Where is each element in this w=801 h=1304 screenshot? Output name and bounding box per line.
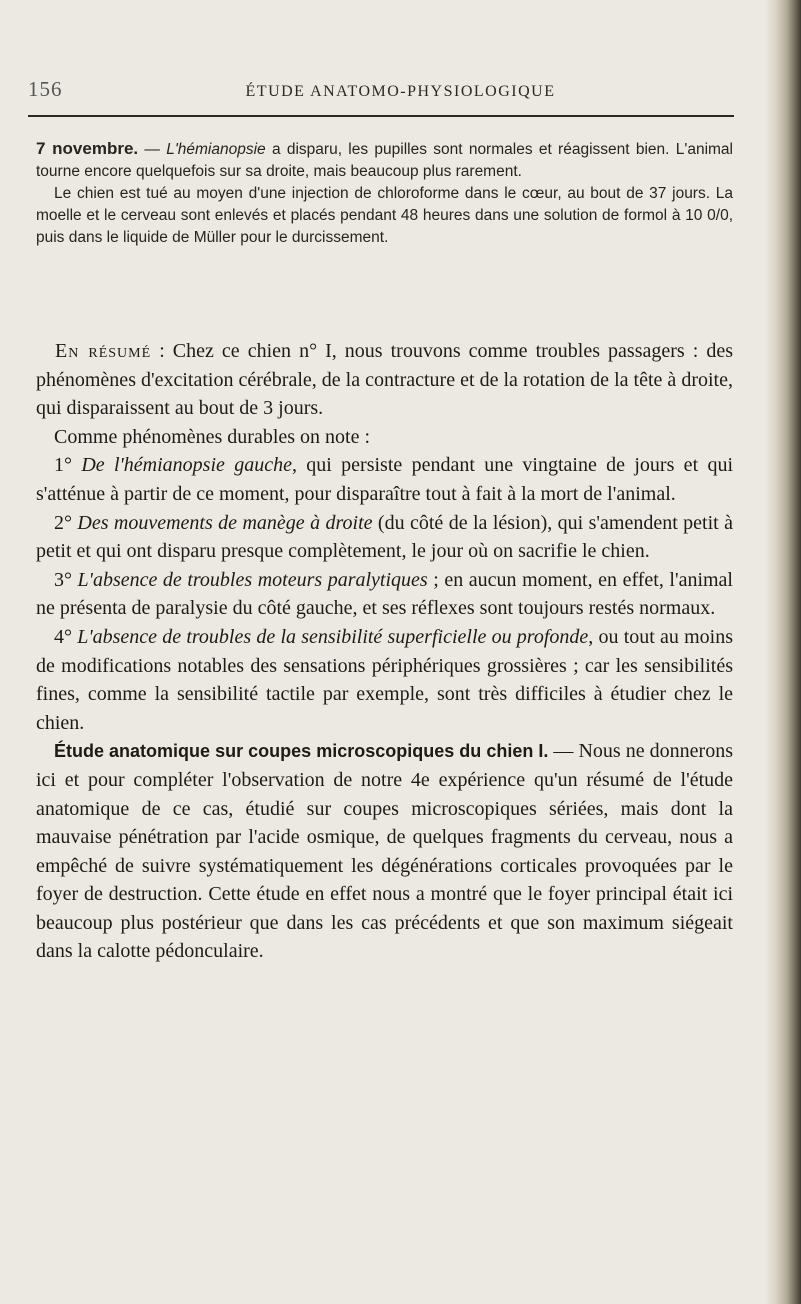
page-edge-shadow (765, 0, 801, 1304)
note-dash: — (138, 141, 167, 158)
durable-intro: Comme phénomènes durables on note : (54, 425, 371, 448)
note-text: a disparu, les pupilles sont normales et réagissent bien. L'animal tourne encore quelquefois sur sa droite, mais beaucoup plus rarement. (36, 141, 733, 180)
summary-paragraph (36, 337, 733, 423)
item-number: 4° (54, 625, 78, 648)
item-heading: De l'hémianopsie gauche (81, 454, 292, 477)
main-text (36, 337, 733, 966)
item-text: , ou tout au moins de modifications notables des sensations périphériques grossières ; car les sensibilités fines, comme la sensibilité tactile par exemple, sont très difficiles à étudier chez le chien. (36, 625, 734, 734)
study-text: — Nous ne donnerons ici et pour compléter l'observation de notre 4e expérience qu'un résumé de l'étude anatomique de ce cas, étudié sur coupes microscopiques sériées, mais dont la mauvaise pénétration par l'acide osmique, de quelques fragments du cerveau, nous a empêché de suivre systématiquement les dégénérations corticales provoquées par le foyer de destruction. Cette étude en effet nous a montré que le foyer principal était ici beaucoup plus postérieur que dans les cas précédents et que son maximum siégeait dans la calotte pédonculaire. (36, 740, 733, 963)
item-heading: L'absence de troubles de la sensibilité superficielle ou profonde (77, 625, 589, 648)
item-text: , qui persiste pendant une vingtaine de jours et qui s'atténue à partir de ce moment, pour disparaître tout à fait à la mort de l'animal. (36, 454, 733, 505)
list-item-3 (36, 566, 733, 623)
header-rule (28, 115, 734, 117)
running-head: ÉTUDE ANATOMO-PHYSIOLOGIQUE (245, 83, 556, 100)
summary-text: : Chez ce chien n° I, nous trouvons comme troubles passagers : des phénomènes d'excitation cérébrale, de la contracture et de la rotation de la tête à droite, qui disparaissent au bout de 3 jours. (36, 340, 733, 420)
note-paragraph (36, 138, 733, 183)
item-text: (du côté de la lésion), qui s'amendent petit à petit et qui ont disparu presque complètement, le jour où on sacrifie le chien. (36, 511, 733, 563)
item-heading: Des mouvements de manège à droite (77, 511, 373, 534)
summary-label: En résumé (55, 340, 152, 362)
page-number: 156 (28, 77, 63, 101)
list-item-1 (36, 451, 733, 508)
item-number: 1° (54, 454, 82, 477)
note-emphasis: L'hémianopsie (166, 141, 266, 158)
study-title: Étude anatomique sur coupes microscopiques du chien I. (54, 741, 549, 762)
note-paragraph-2: Le chien est tué au moyen d'une injection de chloroforme dans le cœur, au bout de 37 jours. La moelle et le cerveau sont enlevés et placés pendant 48 heures dans une solution de formol à 10 0/0, puis dans le liquide de Müller pour le durcissement. (36, 185, 733, 246)
list-item-4 (36, 623, 733, 737)
item-heading: L'absence de troubles moteurs paralytiques (77, 568, 428, 591)
item-text: ; en aucun moment, en effet, l'animal ne présenta de paralysie du côté gauche, et ses réflexes sont toujours restés normaux. (36, 568, 733, 620)
observation-notes (36, 138, 733, 249)
note-date: 7 novembre. (36, 139, 139, 158)
anatomical-study-paragraph (36, 737, 733, 966)
item-number: 2° (54, 511, 78, 534)
list-item-2 (36, 509, 733, 566)
item-number: 3° (54, 568, 78, 591)
